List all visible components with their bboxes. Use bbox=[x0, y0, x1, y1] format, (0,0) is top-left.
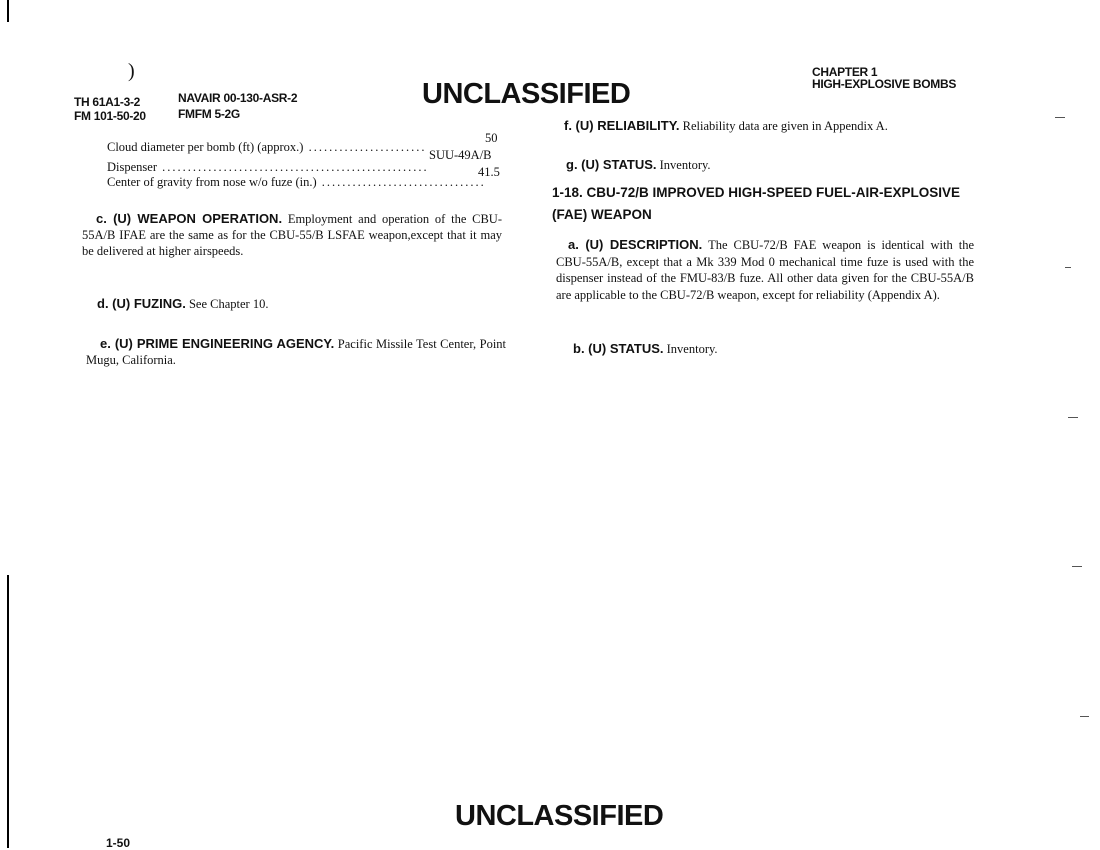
scan-speck bbox=[1065, 267, 1071, 268]
scan-speck bbox=[1080, 716, 1089, 717]
doc-id-fmfm: FMFM 5-2G bbox=[178, 107, 240, 121]
scan-edge-top-left bbox=[7, 0, 9, 22]
paragraph-status-b bbox=[573, 341, 973, 357]
text-status-g: Inventory. bbox=[659, 158, 711, 172]
paragraph-prime-agency bbox=[86, 336, 506, 368]
doc-id-navair: NAVAIR 00-130-ASR-2 bbox=[178, 91, 298, 105]
text-prime-agency: Pacific Missile Test Center, Point Mugu, California. bbox=[86, 337, 507, 367]
spec-row-center-of-gravity bbox=[107, 175, 485, 190]
chapter-number: CHAPTER 1 bbox=[812, 65, 878, 79]
text-description: The CBU-72/B FAE weapon is identical with the CBU-55A/B, except that a Mk 339 Mod 0 mechanical time fuze is used with the dispenser instead of the FMU-83/B fuze. All other data given for the CBU-55A/B are applicable to the CBU-72/B weapon, except for reliability (Appendix A). bbox=[556, 238, 974, 302]
chapter-title: HIGH-EXPLOSIVE BOMBS bbox=[812, 77, 957, 91]
text-fuzing: See Chapter 10. bbox=[188, 297, 269, 311]
spec-value-cloud-diameter: 50 bbox=[485, 131, 498, 145]
label-description: a. (U) DESCRIPTION. bbox=[568, 237, 703, 252]
label-prime-agency: e. (U) PRIME ENGINEERING AGENCY. bbox=[100, 336, 335, 351]
doc-id-fm: FM 101-50-20 bbox=[74, 109, 146, 123]
paragraph-fuzing bbox=[97, 296, 497, 312]
scan-speck bbox=[1072, 566, 1082, 567]
text-status-b: Inventory. bbox=[666, 342, 718, 356]
spec-label: Cloud diameter per bomb (ft) (approx.) ..... bbox=[107, 140, 487, 154]
label-status-b: b. (U) STATUS. bbox=[573, 341, 664, 356]
scan-speck bbox=[1055, 117, 1065, 118]
paragraph-status-g bbox=[566, 157, 966, 173]
spec-value-center-of-gravity: 41.5 bbox=[478, 165, 500, 179]
label-status-g: g. (U) STATUS. bbox=[566, 157, 657, 172]
section-title-1-18: 1-18. CBU-72/B IMPROVED HIGH-SPEED FUEL-AIR-EXPLOSIVE bbox=[552, 185, 961, 200]
spec-value-dispenser: SUU-49A/B bbox=[429, 148, 492, 162]
paragraph-description bbox=[556, 237, 974, 303]
scan-edge-bottom-left bbox=[7, 575, 9, 848]
label-fuzing: d. (U) FUZING. bbox=[97, 296, 186, 311]
section-title-1-18-cont: (FAE) WEAPON bbox=[552, 207, 652, 222]
paragraph-reliability bbox=[564, 118, 984, 134]
text-reliability: Reliability data are given in Appendix A. bbox=[682, 119, 888, 133]
label-weapon-operation: c. (U) WEAPON OPERATION. bbox=[96, 211, 283, 226]
scan-speck bbox=[1068, 417, 1078, 418]
classification-bottom: UNCLASSIFIED bbox=[455, 800, 664, 832]
doc-id-th: TH 61A1-3-2 bbox=[74, 95, 141, 109]
text-weapon-operation: Employment and operation of the CBU-55A/B IFAE are the same as for the CBU-55/B LSFAE weapon,except that it may be delivered at higher airspeeds. bbox=[82, 212, 502, 258]
spec-row-dispenser bbox=[107, 160, 429, 175]
scan-bracket-mark: ) bbox=[128, 60, 135, 82]
spec-label: Center of gravity from nose w/o fuze (in.) ..... bbox=[107, 175, 485, 189]
label-reliability: f. (U) RELIABILITY. bbox=[564, 118, 680, 133]
paragraph-weapon-operation bbox=[82, 211, 502, 259]
spec-label: Dispenser ..... bbox=[107, 160, 429, 174]
classification-top: UNCLASSIFIED bbox=[422, 78, 631, 110]
page-number: 1-50 bbox=[106, 836, 131, 850]
